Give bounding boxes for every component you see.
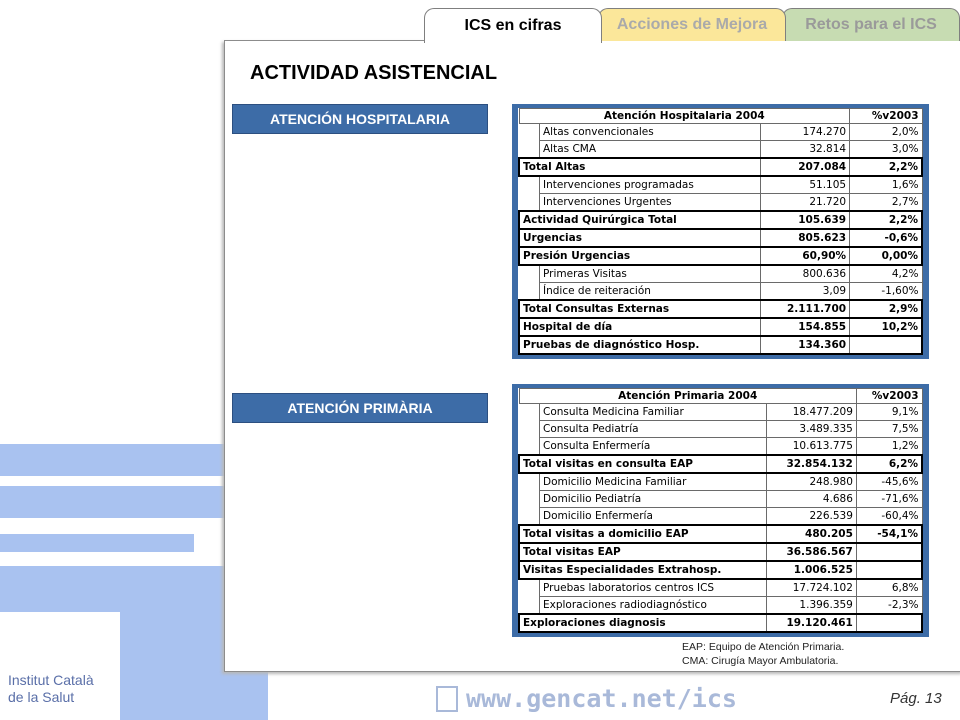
table-pct-header: %v2003: [850, 109, 922, 124]
row-pct-change: 0,00%: [850, 247, 922, 265]
row-label: Urgencias: [519, 229, 760, 247]
row-label: Total visitas a domicilio EAP: [519, 525, 766, 543]
row-label: Actividad Quirúrgica Total: [519, 211, 760, 229]
row-value: 134.360: [760, 336, 849, 354]
row-value: 805.623: [760, 229, 849, 247]
row-value: 4.686: [766, 491, 856, 508]
row-label: Intervenciones programadas: [540, 176, 761, 194]
institution-line: Institut Català: [8, 672, 94, 688]
table-row: [519, 543, 922, 561]
row-label: Consulta Medicina Familiar: [540, 404, 767, 421]
table-header-row: [519, 109, 922, 124]
institution-line: de la Salut: [8, 689, 75, 705]
row-value: 248.980: [766, 473, 856, 491]
institution-name: [8, 672, 94, 706]
row-label: Índice de reiteración: [540, 283, 761, 301]
table-header-row: [519, 389, 922, 404]
row-pct-change: 10,2%: [850, 318, 922, 336]
indent-cell: [519, 265, 540, 283]
row-value: 32.814: [760, 141, 849, 159]
footnote: CMA: Cirugía Mayor Ambulatoria.: [682, 655, 839, 667]
row-label: Hospital de día: [519, 318, 760, 336]
page-number: Pág. 13: [890, 690, 942, 707]
row-label: Exploraciones diagnosis: [519, 614, 766, 632]
table-row: [519, 438, 922, 456]
row-value: 1.006.525: [766, 561, 856, 579]
row-label: Altas CMA: [540, 141, 761, 159]
row-value: 154.855: [760, 318, 849, 336]
row-label: Total visitas EAP: [519, 543, 766, 561]
row-pct-change: 1,2%: [856, 438, 922, 456]
tab-ics-en-cifras[interactable]: ICS en cifras: [424, 8, 602, 43]
row-value: 226.539: [766, 508, 856, 526]
indent-cell: [519, 141, 540, 159]
row-label: Consulta Enfermería: [540, 438, 767, 456]
row-pct-change: -54,1%: [856, 525, 922, 543]
table-row: [519, 336, 922, 354]
decorative-block: [0, 534, 194, 552]
row-label: Total visitas en consulta EAP: [519, 455, 766, 473]
row-pct-change: 2,2%: [850, 158, 922, 176]
indent-cell: [519, 404, 540, 421]
table-row: [519, 614, 922, 632]
row-value: 3.489.335: [766, 421, 856, 438]
row-pct-change: [850, 336, 922, 354]
table-row: [519, 318, 922, 336]
row-pct-change: 6,8%: [856, 579, 922, 597]
table-row: [519, 579, 922, 597]
row-label: Pruebas de diagnóstico Hosp.: [519, 336, 760, 354]
row-pct-change: 9,1%: [856, 404, 922, 421]
section-label-primary[interactable]: ATENCIÓN PRIMÀRIA: [232, 393, 488, 423]
table-row: [519, 158, 922, 176]
row-label: Consulta Pediatría: [540, 421, 767, 438]
row-pct-change: -45,6%: [856, 473, 922, 491]
row-pct-change: -2,3%: [856, 597, 922, 615]
row-value: 19.120.461: [766, 614, 856, 632]
row-pct-change: 2,2%: [850, 211, 922, 229]
row-label: Domicilio Medicina Familiar: [540, 473, 767, 491]
row-value: 480.205: [766, 525, 856, 543]
section-label-hospital[interactable]: ATENCIÓN HOSPITALARIA: [232, 104, 488, 134]
indent-cell: [519, 438, 540, 456]
table-title: Atención Primaria 2004: [519, 389, 856, 404]
row-pct-change: 3,0%: [850, 141, 922, 159]
row-pct-change: [856, 561, 922, 579]
row-pct-change: 6,2%: [856, 455, 922, 473]
table-row: [519, 473, 922, 491]
table-row: [519, 597, 922, 615]
row-pct-change: [856, 543, 922, 561]
table-row: [519, 247, 922, 265]
indent-cell: [519, 176, 540, 194]
row-label: Altas convencionales: [540, 124, 761, 141]
row-value: 174.270: [760, 124, 849, 141]
tab-retos-para-el-ics[interactable]: Retos para el ICS: [782, 8, 960, 41]
row-value: 800.636: [760, 265, 849, 283]
row-value: 207.084: [760, 158, 849, 176]
row-pct-change: 2,9%: [850, 300, 922, 318]
row-pct-change: 1,6%: [850, 176, 922, 194]
page-title: ACTIVIDAD ASISTENCIAL: [250, 62, 498, 84]
table-pct-header: %v2003: [856, 389, 922, 404]
hospital-table: [518, 108, 923, 355]
indent-cell: [519, 124, 540, 141]
row-pct-change: 7,5%: [856, 421, 922, 438]
row-pct-change: 2,0%: [850, 124, 922, 141]
row-label: Presión Urgencias: [519, 247, 760, 265]
decorative-block: [0, 486, 224, 518]
table-row: [519, 283, 922, 301]
row-label: Pruebas laboratorios centros ICS: [540, 579, 767, 597]
decorative-block: [224, 672, 268, 720]
table-row: [519, 491, 922, 508]
decorative-block: [120, 612, 224, 720]
row-label: Intervenciones Urgentes: [540, 194, 761, 212]
table-row: [519, 561, 922, 579]
row-value: 21.720: [760, 194, 849, 212]
row-pct-change: -1,60%: [850, 283, 922, 301]
tab-acciones-de-mejora[interactable]: Acciones de Mejora: [598, 8, 786, 41]
row-label: Visitas Especialidades Extrahosp.: [519, 561, 766, 579]
table-row: [519, 508, 922, 526]
row-value: 2.111.700: [760, 300, 849, 318]
table-row: [519, 265, 922, 283]
indent-cell: [519, 508, 540, 526]
primary-table: [518, 388, 923, 633]
primary-table-frame: [512, 384, 929, 637]
row-label: Exploraciones radiodiagnóstico: [540, 597, 767, 615]
row-pct-change: 2,7%: [850, 194, 922, 212]
table-row: [519, 229, 922, 247]
row-value: 105.639: [760, 211, 849, 229]
row-value: 1.396.359: [766, 597, 856, 615]
table-row: [519, 194, 922, 212]
row-value: 10.613.775: [766, 438, 856, 456]
footnote: EAP: Equipo de Atención Primaria.: [682, 641, 845, 653]
decorative-block: [0, 566, 224, 612]
row-label: Total Altas: [519, 158, 760, 176]
table-title: Atención Hospitalaria 2004: [519, 109, 850, 124]
decorative-block: [0, 444, 224, 476]
indent-cell: [519, 473, 540, 491]
indent-cell: [519, 194, 540, 212]
row-pct-change: 4,2%: [850, 265, 922, 283]
row-pct-change: -0,6%: [850, 229, 922, 247]
website-link[interactable]: [436, 684, 737, 713]
row-label: Total Consultas Externas: [519, 300, 760, 318]
row-pct-change: -71,6%: [856, 491, 922, 508]
indent-cell: [519, 579, 540, 597]
table-row: [519, 404, 922, 421]
row-label: Domicilio Enfermería: [540, 508, 767, 526]
row-label: Primeras Visitas: [540, 265, 761, 283]
row-value: 32.854.132: [766, 455, 856, 473]
row-value: 18.477.209: [766, 404, 856, 421]
table-row: [519, 421, 922, 438]
indent-cell: [519, 283, 540, 301]
row-pct-change: [856, 614, 922, 632]
row-value: 60,90%: [760, 247, 849, 265]
table-row: [519, 455, 922, 473]
table-row: [519, 300, 922, 318]
website-text: www.gencat.net/ics: [466, 684, 737, 713]
table-row: [519, 525, 922, 543]
document-icon: [436, 686, 458, 712]
row-label: Domicilio Pediatría: [540, 491, 767, 508]
footnotes: [682, 640, 844, 668]
hospital-table-frame: [512, 104, 929, 359]
indent-cell: [519, 597, 540, 615]
row-value: 36.586.567: [766, 543, 856, 561]
indent-cell: [519, 491, 540, 508]
table-row: [519, 124, 922, 141]
table-row: [519, 176, 922, 194]
row-value: 51.105: [760, 176, 849, 194]
table-row: [519, 141, 922, 159]
row-value: 17.724.102: [766, 579, 856, 597]
row-value: 3,09: [760, 283, 849, 301]
indent-cell: [519, 421, 540, 438]
table-row: [519, 211, 922, 229]
row-pct-change: -60,4%: [856, 508, 922, 526]
